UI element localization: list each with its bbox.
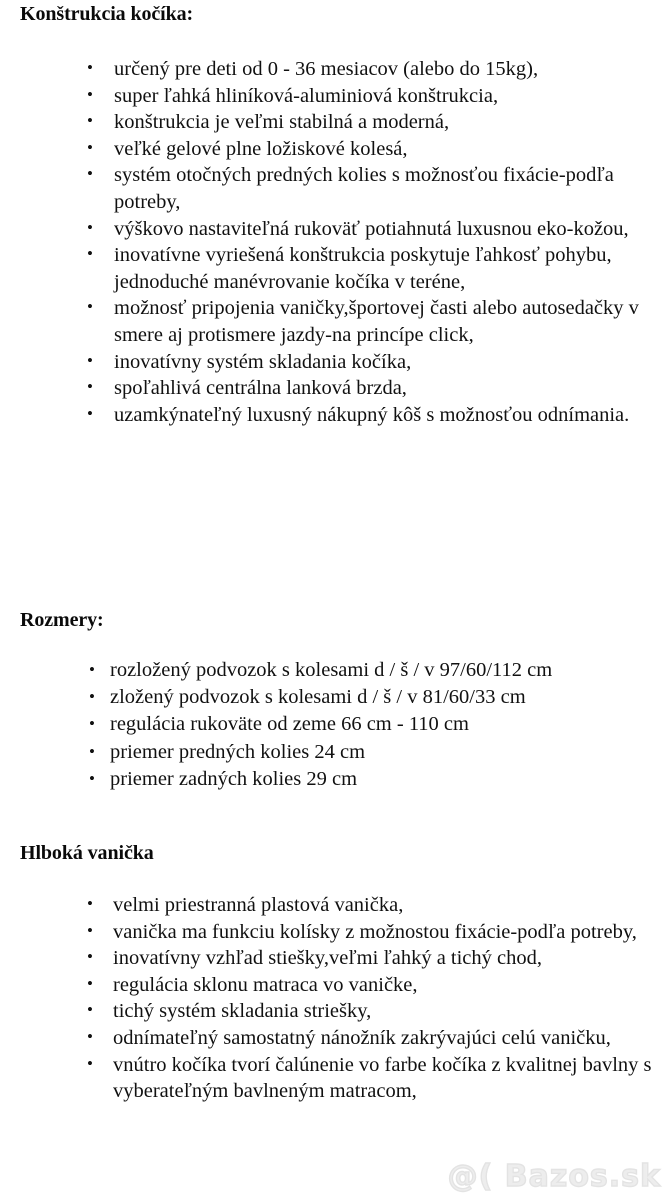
list-item: • inovatívny vzhľad stiešky,veľmi ľahký a tichý chod, [83, 945, 669, 972]
list-item: • vanička ma funkciu kolísky z možnostou fixácie-podľa potreby, [83, 919, 669, 946]
list-item: • super ľahká hliníková-aluminiová konštrukcia, [83, 83, 669, 110]
list-item: • inovatívny systém skladania kočíka, [83, 349, 669, 376]
section-construction [20, 2, 669, 428]
list-item: • určený pre deti od 0 - 36 mesiacov (alebo do 15kg), [83, 56, 669, 83]
section-heading-construction: Konštrukcia kočíka: [20, 3, 194, 25]
list-item: • regulácia rukoväte od zeme 66 cm - 110 cm [83, 711, 669, 738]
section-carrycot [20, 841, 669, 1105]
list-item: • odnímateľný samostatný nánožník zakrývajúci celú vaničku, [83, 1025, 669, 1052]
list-item: • priemer predných kolies 24 cm [83, 739, 669, 766]
list-item: • inovatívne vyriešená konštrukcia poskytuje ľahkosť pohybu, jednoduché manévrovanie kočíka v teréne, [83, 242, 669, 295]
list-item: • vnútro kočíka tvorí čalúnenie vo farbe kočíka z kvalitnej bavlny s vyberateľným bavlneným matracom, [83, 1052, 669, 1105]
construction-feature-list [83, 56, 669, 428]
carrycot-feature-list [83, 892, 669, 1105]
list-item: • velmi priestranná plastová vanička, [83, 892, 669, 919]
list-item: • veľké gelové plne ložiskové kolesá, [83, 136, 669, 163]
bazos-watermark: @( Bazos.sk [447, 1159, 661, 1194]
list-item: • tichý systém skladania striešky, [83, 998, 669, 1025]
list-item: • zložený podvozok s kolesami d / š / v 81/60/33 cm [83, 684, 669, 711]
section-dimensions [20, 608, 669, 793]
list-item: • výškovo nastaviteľná rukoväť potiahnutá luxusnou eko-kožou, [83, 216, 669, 243]
list-item: • rozložený podvozok s kolesami d / š / v 97/60/112 cm [83, 657, 669, 684]
list-item: • regulácia sklonu matraca vo vaničke, [83, 972, 669, 999]
list-item: • uzamkýnateľný luxusný nákupný kôš s možnosťou odnímania. [83, 402, 669, 429]
list-item: • konštrukcia je veľmi stabilná a moderná, [83, 109, 669, 136]
dimensions-list [83, 657, 669, 793]
list-item: • spoľahlivá centrálna lanková brzda, [83, 375, 669, 402]
section-heading-carrycot: Hlboká vanička [20, 842, 154, 864]
list-item: • možnosť pripojenia vaničky,športovej časti alebo autosedačky v smere aj protismere jazdy-na princípe click, [83, 295, 669, 348]
list-item: • priemer zadných kolies 29 cm [83, 766, 669, 793]
list-item: • systém otočných predných kolies s možnosťou fixácie-podľa potreby, [83, 162, 669, 215]
section-heading-dimensions: Rozmery: [20, 609, 104, 631]
